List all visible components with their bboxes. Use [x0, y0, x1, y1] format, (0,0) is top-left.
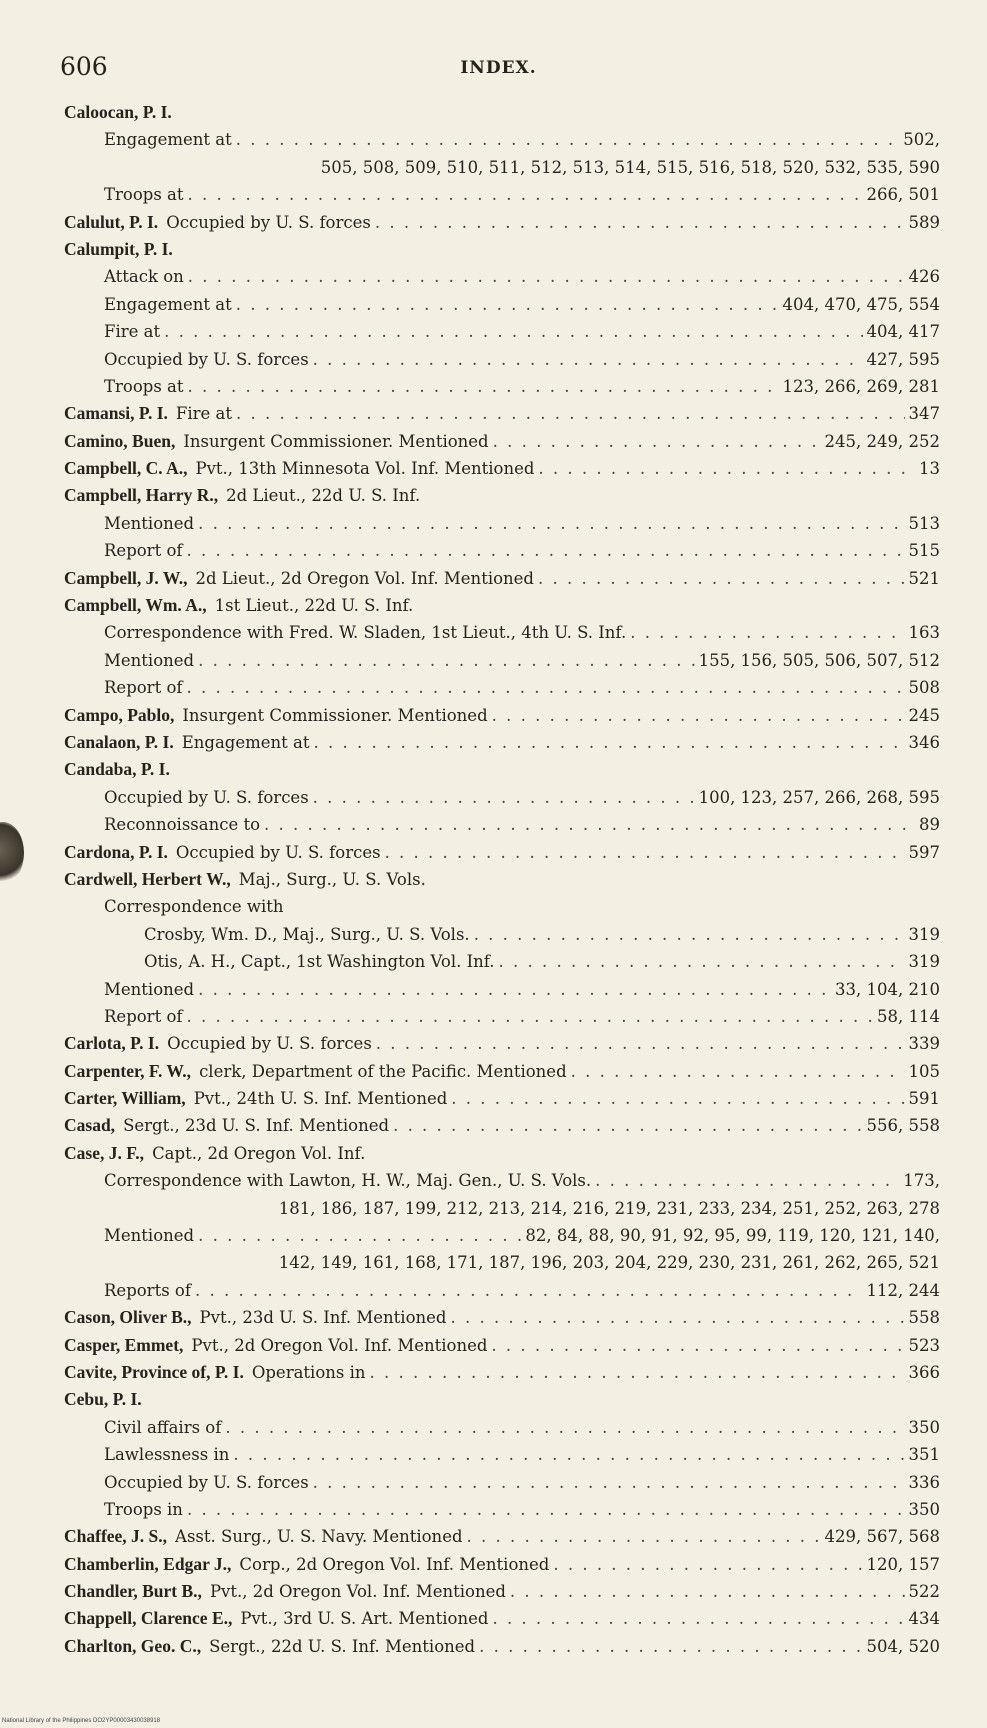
- dot-leader: [195, 1277, 863, 1304]
- entry-pages: 142, 149, 161, 168, 171, 187, 196, 203, 204, 229, 230, 231, 261, 262, 265, 521: [278, 1253, 940, 1273]
- entry-description: Report of: [104, 678, 183, 698]
- entry-pages: 319: [908, 952, 940, 972]
- index-entry: [64, 592, 940, 619]
- entry-pages: 112, 244: [866, 1280, 940, 1300]
- dot-leader: [630, 619, 904, 646]
- entry-pages: 181, 186, 187, 199, 212, 213, 214, 216, 219, 231, 233, 234, 251, 252, 263, 278: [278, 1198, 940, 1218]
- entry-description: Reports of: [104, 1280, 191, 1300]
- index-entry: [64, 976, 940, 1003]
- index-entry: [64, 866, 940, 893]
- entry-description: Asst. Surg., U. S. Navy. Mentioned: [175, 1527, 463, 1547]
- entry-description: Sergt., 23d U. S. Inf. Mentioned: [123, 1116, 390, 1136]
- index-entry: [64, 318, 940, 345]
- entry-pages: 245, 249, 252: [824, 431, 940, 451]
- entry-pages: 427, 595: [866, 349, 940, 369]
- page-header: [60, 52, 937, 86]
- entry-pages: 366: [908, 1362, 940, 1382]
- entry-heading: Cardwell, Herbert W.,: [64, 868, 231, 889]
- index-entry: [64, 1633, 940, 1660]
- entry-pages: 350: [908, 1499, 940, 1519]
- entry-heading: Case, J. F.,: [64, 1142, 145, 1163]
- entry-heading: Canalaon, P. I.: [64, 731, 174, 752]
- dot-leader: [375, 209, 905, 236]
- dot-leader: [376, 1030, 905, 1057]
- index-entry: [64, 1058, 940, 1085]
- entry-description: Troops at: [104, 185, 184, 205]
- entry-heading: Campbell, Wm. A.,: [64, 595, 207, 616]
- entry-pages: 163: [908, 623, 940, 643]
- index-entry: [64, 1332, 940, 1359]
- entry-heading: Chappell, Clarence E.,: [64, 1608, 233, 1629]
- entry-heading: Cason, Oliver B.,: [64, 1307, 192, 1328]
- entry-pages: 173,: [903, 1171, 940, 1191]
- entry-heading: Cebu, P. I.: [64, 1389, 142, 1410]
- dot-leader: [571, 1058, 905, 1085]
- index-entry: [64, 839, 940, 866]
- entry-pages: 100, 123, 257, 266, 268, 595: [698, 787, 940, 807]
- dot-leader: [467, 1523, 821, 1550]
- entry-description: Mentioned: [104, 979, 195, 999]
- index-entry: [64, 1112, 940, 1139]
- page-number: 606: [60, 52, 108, 81]
- entry-heading: Caloocan, P. I.: [64, 102, 172, 122]
- entry-heading: Camansi, P. I.: [64, 403, 168, 424]
- entry-description: Pvt., 3rd U. S. Art. Mentioned: [240, 1609, 489, 1629]
- index-entry: [64, 1414, 940, 1441]
- entry-heading: Camino, Buen,: [64, 430, 176, 451]
- dot-leader: [595, 1167, 899, 1194]
- entry-description: Occupied by U. S. forces: [175, 842, 381, 862]
- entry-description: Mentioned: [104, 513, 195, 533]
- entry-pages: 13: [919, 459, 940, 479]
- index-entry: [64, 1551, 940, 1578]
- index-entry: [64, 291, 940, 318]
- entry-description: Fire at: [175, 404, 232, 424]
- index-entry: [64, 1359, 940, 1386]
- entry-pages: 319: [908, 924, 940, 944]
- entry-description: Pvt., 13th Minnesota Vol. Inf. Mentioned: [195, 459, 535, 479]
- dot-leader: [225, 1414, 904, 1441]
- dot-leader: [236, 291, 779, 318]
- entry-pages: 589: [908, 212, 940, 232]
- entry-description: Lawlessness in: [104, 1445, 230, 1465]
- index-entry: [64, 784, 940, 811]
- dot-leader: [188, 263, 905, 290]
- entry-pages: 404, 470, 475, 554: [782, 294, 940, 314]
- dot-leader: [492, 702, 905, 729]
- entry-pages: 522: [908, 1582, 940, 1602]
- entry-description: Occupied by U. S. forces: [166, 212, 371, 232]
- index-entry: [64, 756, 940, 783]
- entry-heading: Campbell, Harry R.,: [64, 485, 219, 506]
- entry-pages: 513: [908, 513, 940, 533]
- index-entry: [64, 1386, 940, 1413]
- entry-heading: Campo, Pablo,: [64, 704, 175, 725]
- index-entry: [64, 455, 940, 482]
- entry-description: Pvt., 2d Oregon Vol. Inf. Mentioned: [209, 1582, 506, 1602]
- index-entry: [64, 1085, 940, 1112]
- entry-heading: Cardona, P. I.: [64, 841, 168, 862]
- entry-description: clerk, Department of the Pacific. Mentioned: [199, 1061, 567, 1081]
- entry-heading: Carter, William,: [64, 1088, 186, 1109]
- dot-leader: [198, 976, 831, 1003]
- entry-pages: 123, 266, 269, 281: [782, 376, 940, 396]
- index-entry-continuation: [64, 1195, 940, 1222]
- entry-description: Occupied by U. S. forces: [104, 1472, 309, 1492]
- dot-leader: [198, 1222, 521, 1249]
- dot-leader: [198, 510, 904, 537]
- entry-heading: Calumpit, P. I.: [64, 238, 173, 259]
- entry-description: Occupied by U. S. forces: [167, 1034, 372, 1054]
- entry-pages: 523: [908, 1335, 940, 1355]
- entry-pages: 429, 567, 568: [824, 1527, 940, 1547]
- entry-pages: 346: [908, 732, 940, 752]
- index-entry: [64, 236, 940, 263]
- page-title: INDEX.: [460, 58, 537, 78]
- index-entry: [64, 1222, 940, 1249]
- index-entry: [64, 729, 940, 756]
- entry-pages: 521: [908, 568, 940, 588]
- entry-pages: 597: [908, 842, 940, 862]
- scan-credit: National Library of the Philippines DO2YP00003430038918: [2, 1718, 161, 1724]
- index-entry: [64, 948, 940, 975]
- dot-leader: [187, 674, 905, 701]
- index-entry: [64, 1605, 940, 1632]
- index-entry-continuation: [64, 1249, 940, 1276]
- dot-leader: [233, 1441, 904, 1468]
- entry-pages: 434: [908, 1609, 940, 1629]
- index-entry: [64, 1030, 940, 1057]
- entry-description: Reconnoissance to: [104, 815, 261, 835]
- entry-heading: Chaffee, J. S.,: [64, 1526, 168, 1547]
- entry-description: Engagement at: [104, 130, 232, 150]
- entry-description: Pvt., 24th U. S. Inf. Mentioned: [193, 1089, 448, 1109]
- index-entries: [64, 99, 940, 1660]
- index-entry: [64, 647, 940, 674]
- entry-pages: 33, 104, 210: [835, 979, 940, 999]
- entry-description: Mentioned: [104, 650, 195, 670]
- dot-leader: [198, 647, 694, 674]
- entry-pages: 591: [908, 1089, 940, 1109]
- index-entry: [64, 1304, 940, 1331]
- entry-pages: 89: [919, 815, 940, 835]
- entry-description: 1st Lieut., 22d U. S. Inf.: [214, 596, 414, 616]
- dot-leader: [187, 537, 905, 564]
- entry-heading: Calulut, P. I.: [64, 211, 159, 232]
- dot-leader: [264, 811, 915, 838]
- dot-leader: [236, 126, 899, 153]
- entry-pages: 505, 508, 509, 510, 511, 512, 513, 514, 515, 516, 518, 520, 532, 535, 590: [320, 157, 940, 177]
- entry-description: Sergt., 22d U. S. Inf. Mentioned: [209, 1636, 476, 1656]
- dot-leader: [314, 729, 905, 756]
- index-entry: [64, 1496, 940, 1523]
- dot-leader: [479, 1633, 862, 1660]
- index-entry: [64, 346, 940, 373]
- entry-description: Pvt., 2d Oregon Vol. Inf. Mentioned: [191, 1335, 488, 1355]
- entry-description: Operations in: [251, 1362, 366, 1382]
- index-entry: [64, 1003, 940, 1030]
- index-entry: [64, 537, 940, 564]
- dot-leader: [491, 1332, 904, 1359]
- index-entry: [64, 181, 940, 208]
- dot-leader: [538, 455, 915, 482]
- entry-pages: 351: [908, 1445, 940, 1465]
- entry-pages: 105: [908, 1061, 940, 1081]
- index-entry: [64, 1469, 940, 1496]
- entry-description: Engagement at: [104, 294, 232, 314]
- entry-description: Crosby, Wm. D., Maj., Surg., U. S. Vols.: [144, 924, 470, 944]
- entry-description: Troops at: [104, 376, 184, 396]
- entry-pages: 426: [908, 267, 940, 287]
- entry-heading: Chamberlin, Edgar J.,: [64, 1553, 232, 1574]
- index-entry: [64, 126, 940, 153]
- dot-leader: [236, 400, 905, 427]
- entry-heading: Chandler, Burt B.,: [64, 1581, 202, 1602]
- entry-heading: Charlton, Geo. C.,: [64, 1635, 202, 1656]
- thumb-shadow-mark: [0, 822, 24, 884]
- dot-leader: [188, 181, 863, 208]
- entry-pages: 266, 501: [866, 185, 940, 205]
- index-entry: [64, 209, 940, 236]
- entry-description: Mentioned: [104, 1226, 195, 1246]
- entry-description: Troops in: [104, 1499, 183, 1519]
- entry-description: Correspondence with Fred. W. Sladen, 1st Lieut., 4th U. S. Inf.: [104, 623, 627, 643]
- dot-leader: [510, 1578, 905, 1605]
- entry-description: Occupied by U. S. forces: [104, 787, 309, 807]
- entry-description: Maj., Surg., U. S. Vols.: [238, 869, 426, 889]
- index-entry: [64, 893, 940, 920]
- entry-description: Capt., 2d Oregon Vol. Inf.: [152, 1143, 366, 1163]
- entry-pages: 336: [908, 1472, 940, 1492]
- index-entry: [64, 674, 940, 701]
- entry-heading: Campbell, C. A.,: [64, 458, 188, 479]
- dot-leader: [538, 565, 905, 592]
- index-entry: [64, 1167, 940, 1194]
- dot-leader: [553, 1551, 862, 1578]
- entry-description: 2d Lieut., 2d Oregon Vol. Inf. Mentioned: [195, 568, 534, 588]
- dot-leader: [474, 921, 905, 948]
- index-entry: [64, 619, 940, 646]
- entry-description: Fire at: [104, 322, 161, 342]
- index-entry: [64, 510, 940, 537]
- entry-heading: Carpenter, F. W.,: [64, 1060, 192, 1081]
- entry-description: Insurgent Commissioner. Mentioned: [182, 705, 488, 725]
- dot-leader: [451, 1085, 904, 1112]
- entry-description: Report of: [104, 1006, 183, 1026]
- index-entry: [64, 1523, 940, 1550]
- dot-leader: [164, 318, 862, 345]
- entry-heading: Candaba, P. I.: [64, 759, 170, 780]
- dot-leader: [313, 1469, 905, 1496]
- entry-pages: 120, 157: [866, 1554, 940, 1574]
- index-entry-continuation: [64, 154, 940, 181]
- dot-leader: [313, 346, 863, 373]
- entry-pages: 508: [908, 678, 940, 698]
- dot-leader: [493, 428, 821, 455]
- dot-leader: [187, 1003, 874, 1030]
- entry-description: Correspondence with: [104, 897, 284, 917]
- index-entry: [64, 1277, 940, 1304]
- entry-pages: 558: [908, 1308, 940, 1328]
- index-entry: [64, 1140, 940, 1167]
- entry-heading: Carlota, P. I.: [64, 1033, 160, 1054]
- entry-description: Corp., 2d Oregon Vol. Inf. Mentioned: [239, 1554, 550, 1574]
- dot-leader: [492, 1605, 904, 1632]
- entry-pages: 515: [908, 541, 940, 561]
- index-entry: [64, 565, 940, 592]
- dot-leader: [313, 784, 695, 811]
- entry-pages: 58, 114: [877, 1006, 940, 1026]
- dot-leader: [499, 948, 905, 975]
- index-entry: [64, 702, 940, 729]
- entry-description: Insurgent Commissioner. Mentioned: [183, 431, 489, 451]
- entry-pages: 504, 520: [866, 1636, 940, 1656]
- entry-pages: 82, 84, 88, 90, 91, 92, 95, 99, 119, 120, 121, 140,: [525, 1226, 940, 1246]
- entry-pages: 502,: [903, 130, 940, 150]
- entry-description: Occupied by U. S. forces: [104, 349, 309, 369]
- index-entry: [64, 482, 940, 509]
- index-entry: [64, 400, 940, 427]
- entry-heading: Cavite, Province of, P. I.: [64, 1361, 244, 1382]
- dot-leader: [370, 1359, 905, 1386]
- entry-pages: 556, 558: [866, 1116, 940, 1136]
- entry-description: Correspondence with Lawton, H. W., Maj. Gen., U. S. Vols.: [104, 1171, 592, 1191]
- entry-pages: 155, 156, 505, 506, 507, 512: [698, 650, 940, 670]
- entry-description: Report of: [104, 541, 183, 561]
- entry-pages: 339: [908, 1034, 940, 1054]
- entry-description: Civil affairs of: [104, 1417, 222, 1437]
- entry-pages: 350: [908, 1417, 940, 1437]
- entry-heading: Casper, Emmet,: [64, 1334, 184, 1355]
- index-entry: [64, 1578, 940, 1605]
- entry-description: Engagement at: [181, 732, 310, 752]
- entry-description: 2d Lieut., 22d U. S. Inf.: [226, 486, 421, 506]
- entry-pages: 245: [908, 705, 940, 725]
- entry-pages: 404, 417: [866, 322, 940, 342]
- dot-leader: [450, 1304, 904, 1331]
- entry-heading: Casad,: [64, 1115, 116, 1136]
- entry-pages: 347: [908, 404, 940, 424]
- index-entry: [64, 373, 940, 400]
- index-entry: [64, 921, 940, 948]
- entry-description: Otis, A. H., Capt., 1st Washington Vol. Inf.: [144, 952, 495, 972]
- dot-leader: [385, 839, 905, 866]
- index-entry: [64, 811, 940, 838]
- entry-description: Attack on: [104, 267, 184, 287]
- entry-description: Pvt., 23d U. S. Inf. Mentioned: [199, 1308, 447, 1328]
- dot-leader: [393, 1112, 862, 1139]
- dot-leader: [187, 1496, 905, 1523]
- index-entry: [64, 99, 940, 126]
- dot-leader: [188, 373, 779, 400]
- index-entry: [64, 263, 940, 290]
- entry-heading: Campbell, J. W.,: [64, 567, 188, 588]
- index-entry: [64, 428, 940, 455]
- index-entry: [64, 1441, 940, 1468]
